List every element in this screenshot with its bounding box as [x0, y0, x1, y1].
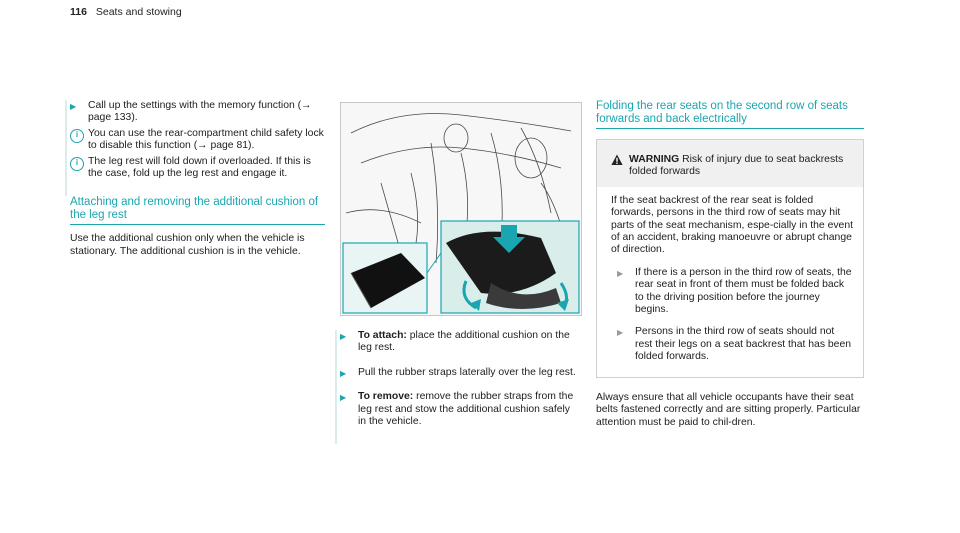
section-heading: [596, 100, 864, 129]
warning-bullet: [617, 267, 853, 317]
warning-bullet: [617, 326, 853, 363]
warning-body: [597, 187, 863, 377]
step-arrow-icon: ▶: [70, 102, 77, 111]
section-heading: [70, 196, 325, 225]
seat-illustration-svg: [341, 103, 581, 315]
info-icon: i: [70, 129, 84, 143]
step-text: remove the rubber straps from the leg rest and stow the additional cushion safely in the vehicle.: [358, 391, 574, 428]
note-item: [70, 128, 325, 153]
highlight-bar: [335, 330, 337, 444]
bullet-text: Persons in the third row of seats should not rest their legs on a seat backrest that has been folded forwards.: [635, 326, 852, 363]
heading-line: forwards and back electrically: [596, 113, 747, 125]
heading-line: Attaching and removing the additional cushion of: [70, 196, 319, 209]
page-number: 116: [70, 6, 87, 18]
warning-box: [596, 139, 864, 378]
warning-title: Risk of injury due to seat backrests folded forwards: [629, 154, 844, 178]
bullet-text: If there is a person in the third row of seats, the rear seat in front of them must be folded back to the driving position before the journey begins.: [635, 266, 852, 316]
seat-illustration: [340, 102, 582, 316]
column-middle: [340, 102, 580, 431]
step-arrow-icon: ▶: [340, 393, 347, 403]
bullet-arrow-icon: ▶: [617, 268, 624, 278]
bullet-arrow-icon: ▶: [617, 328, 624, 338]
step-text: place the additional cushion on the leg rest.: [358, 330, 570, 354]
step-arrow-icon: ▶: [340, 332, 347, 341]
paragraph: Use the additional cushion only when the vehicle is stationary. The additional cushion is in the vehicle.: [70, 233, 305, 257]
heading-line: Folding the rear seats on the second row of seats: [596, 100, 848, 112]
step-item: [340, 367, 580, 379]
note-text: The leg rest will fold down if overloaded. If this is the case, fold up the leg rest and engage it.: [88, 155, 311, 180]
step-item: [340, 330, 580, 355]
column-right: [596, 100, 864, 429]
highlight-bar: [65, 100, 67, 196]
paragraph: Always ensure that all vehicle occupants have their seat belts fastened correctly and are sitting properly. Particular attention must be paid to chil-dren.: [596, 391, 861, 428]
step-text: Call up the settings with the memory function (→ page 133).: [88, 100, 312, 124]
step-text: Pull the rubber straps laterally over the leg rest.: [358, 366, 576, 378]
note-item: [70, 156, 325, 181]
heading-line: the leg rest: [70, 209, 127, 222]
step-label: To attach:: [358, 330, 407, 341]
step-item: [340, 391, 580, 428]
step-item: [70, 100, 325, 125]
section-title: Seats and stowing: [95, 6, 182, 18]
page-header: [70, 6, 182, 18]
info-icon: i: [70, 157, 84, 171]
step-arrow-icon: ▶: [340, 368, 347, 378]
warning-text: If the seat backrest of the rear seat is folded forwards, persons in the third row of seats may hit parts of the seat mechanism, espe-cially in the event of an accident, braking manoeuvre or abrupt change of direction.: [611, 194, 853, 256]
warning-triangle-icon: [611, 154, 623, 166]
note-text: You can use the rear-compartment child safety lock to disable this function (→ page 81).: [88, 127, 324, 152]
column-left: [70, 100, 325, 258]
step-label: To remove:: [358, 391, 414, 403]
warning-label: WARNING: [629, 154, 680, 165]
warning-header: [597, 140, 863, 187]
